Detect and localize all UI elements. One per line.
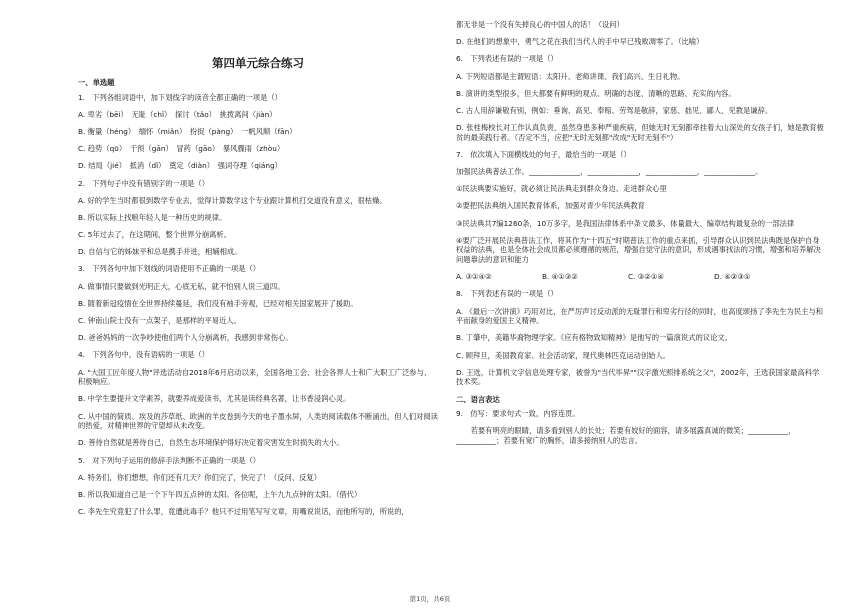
section-heading: 二、语言表达	[456, 394, 500, 404]
question-stem: 7. 依次填入下面横线处的句子，最恰当的一项是（）	[456, 149, 631, 159]
right-column	[456, 0, 826, 453]
answer-option: D. 自信与它的姊妹平和总是携手并进，相辅相成。	[78, 247, 242, 257]
page-title: 第四单元综合练习	[212, 56, 304, 70]
answer-option: C. 钟南山院士没有一点架子，是那样的平易近人。	[78, 316, 241, 326]
page-footer: 第1页，共6页	[409, 595, 451, 603]
answer-option: A. "大国工匠年度人物"评选活动自2018年6月启动以来，全国各地工会、社会各界人士和广大职工广泛参与、积极响应。	[78, 367, 432, 387]
paragraph: ③民法典共7编1260条，10万多字，是我国法律体系中条文最多、体量最大、编章结构最复杂的一部法律	[456, 218, 795, 228]
question-stem: 5. 对下列句子运用的修辞手法判断不正确的一项是（）	[78, 455, 261, 465]
q7-option: C. ③②①④	[628, 272, 664, 282]
q7-options	[456, 272, 826, 282]
question-stem: 9. 仿写：要求句式一致，内容连贯。	[456, 409, 580, 419]
answer-option: D. 结局（jié） 抵消（dǐ） 奠定（diàn） 强词夺理（qiáng）	[78, 161, 282, 171]
answer-option: C. 5年过去了，在这期间，整个世界分崩离析。	[78, 230, 232, 240]
left-column-body	[78, 78, 438, 517]
answer-option: A. 特务们，你们想想，你们还有几天？你们完了，快完了！（反问、反复）	[78, 472, 321, 482]
answer-option: D. 王选，计算机文字信息处理专家，被誉为"当代毕昇""汉字激光照排系统之父"，2002年，王选获国家最高科学技术奖。	[456, 367, 820, 387]
answer-option: B. 随着新冠疫情在全世界持续蔓延，我们没有袖手旁观，已经对相关国家展开了援助。	[78, 298, 358, 308]
answer-option: A. 好的学生当时都很到数学专业去，觉得计算数学这个专业跟计算机打交道没有意义，很枯燥。	[78, 195, 387, 205]
left-column	[78, 0, 438, 524]
question-stem: 3. 下列各句中加下划线的词语使用不正确的一项是（）	[78, 264, 261, 274]
answer-option: B. 所以实际上找粮年轻人是一种历史的规律。	[78, 212, 227, 222]
paragraph: ①民法典要实施好，就必须让民法典走到群众身边、走进群众心里	[456, 184, 667, 194]
section-heading: 一、单选题	[78, 78, 115, 87]
answer-option: C. 趋势（qū） 干预（gān） 冒药（gāo） 暴风骤雨（zhòu）	[78, 144, 285, 154]
question-stem: 6. 下列表述有误的一项是（）	[456, 54, 558, 64]
q7-option: D. ④②③①	[714, 272, 751, 282]
answer-option: B. 中学生要提升文学素养，就要养成爱读书，尤其是读经典名著，让书香浸润心灵。	[78, 394, 351, 404]
answer-option: B. 所以我知道自己是一个下午四五点钟的太阳。各位呢，上午九九点钟的太阳。（借代）	[78, 489, 362, 499]
answer-option: C. 李先生究竟犯了什么罪，竟遭此毒手？他只不过用笔写写文章，用嘴说说话，而他所写的，所说的，	[78, 507, 409, 517]
answer-option: D. 善待自然就是善待自己，自然生态环境保护得好决定着灾害发生时损失的大小。	[78, 438, 344, 448]
paragraph: 若要有明亮的眼睛，请多看到别人的长处；若要有姣好的面容，请多展露真诚的微笑；___________，___________；若要有宽广的胸怀，请多接纳别人的忠言。	[456, 426, 796, 445]
answer-option: D. 张桂梅校长对工作认真负责，虽然身患多种严重疾病，但她无时无刻都牵挂着大山深处的女孩子们，她是教育极贫的最美践行者。（否定不当，应把"无时无刻都"改成"无时无刻不"）	[456, 123, 824, 142]
answer-option: D. 爸爸妈妈的一次争吵使他们两个人分崩离析，我感到非常伤心。	[78, 333, 293, 343]
answer-option: D. 在他们的想象中，勇气之花在我们当代人的手中早已残败凋零了。（比喻）	[456, 37, 704, 47]
answer-option: C. 顾拜旦，美国教育家、社会活动家，现代奥林匹克运动创始人。	[456, 350, 671, 360]
answer-option: C. 从中国的简质、埃及的莎草纸、欧洲的羊皮卷到今天的电子墨水屏，人类的阅读载体不断涌出，但人们对阅读的热爱，对精神世界的守望却从未改变。	[78, 411, 438, 431]
paragraph: ②要把民法典纳入国民教育体系，加强对青少年民法典教育	[456, 201, 645, 211]
answer-option: B. 演讲的类型很多，但大都要有鲜明的观点、明确的态度、清晰的思路、充实的内容。	[456, 88, 736, 98]
answer-option: A. 做事情只要做到光明正大，心底无私，就不怕别人说三道四。	[78, 281, 285, 291]
answer-option: A. 下列短语都是主谓短语：太阳升、老师讲课、我们高兴、生日礼物。	[456, 71, 685, 81]
question-stem: 8. 下列表述有误的一项是（）	[456, 289, 558, 299]
question-stem: 2. 下列句子中没有错别字的一项是（）	[78, 178, 210, 188]
paragraph: 加强民法典普法工作。______________，______________，______________，______________。	[456, 167, 763, 177]
q7-option: B. ④①③②	[542, 272, 578, 282]
q7-option: A. ③①④②	[456, 272, 492, 282]
question-stem: 4. 下列各句中，没有语病的一项是（）	[78, 350, 210, 360]
answer-option: B. 衡量（héng） 缅怀（miǎn） 扮捉（pàng） 一帆风顺（fān）	[78, 126, 297, 136]
answer-option: B. 丁肇中，美籍华裔物理学家。《应有格物致知精神》是他写的一篇演说式的议论文。	[456, 333, 732, 343]
question-stem: 1. 下列各组词语中，加下划线字的读音全都正确的一项是（）	[78, 92, 282, 102]
answer-option: A. 《最后一次讲演》巧用对比，在严厉声讨反动派的无耻罪行和卑劣行径的同时，也高度颂扬了李先生为民主与和平而献身的爱国主义精神。	[456, 306, 824, 326]
paragraph: 都无非是一个没有失掉良心的中国人的话！（设问）	[456, 20, 624, 29]
right-column-body	[456, 20, 826, 265]
paragraph: ④要广泛开展民法典普法工作，将其作为"十四五"时期普法工作的重点来抓，引导群众认识到民法典既是保护自身权益的法典，也是全体社会成员都必须遵循的规范，增强自觉守法的意识，形成遇事找法的习惯，增强和培养解决问题靠法的意识和能力	[456, 235, 821, 265]
answer-option: A. 卑劣（bēi） 无耻（chǐ） 探讨（tǎo） 挑拨离间（jiàn）	[78, 109, 277, 119]
answer-option: C. 古人用辞谦敬有别，例如：垂询、高见、奉赔、劳驾是敬辞，家慈、拙见、鄙人、见教是谦辞。	[456, 105, 773, 115]
right-column-body-2	[456, 289, 826, 445]
